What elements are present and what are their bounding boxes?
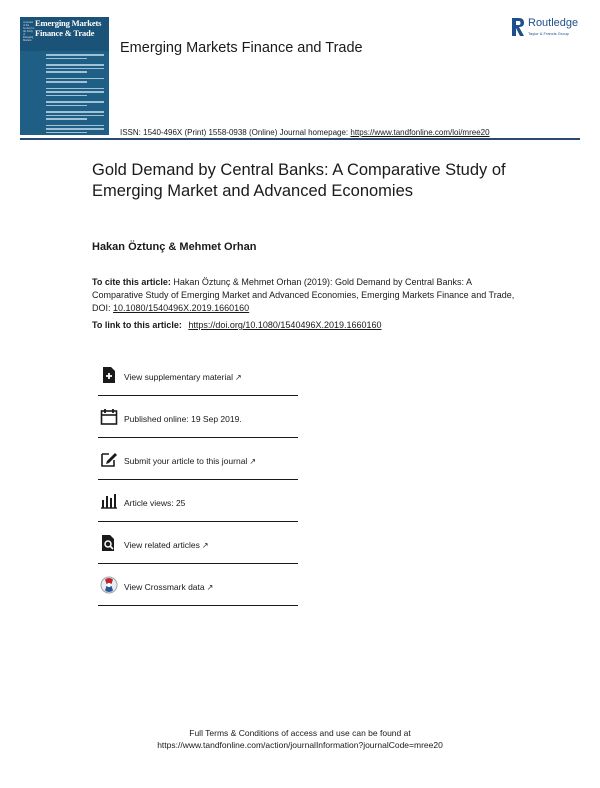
article-doi-link[interactable]: https://doi.org/10.1080/1540496X.2019.1660160 [188, 320, 382, 330]
article-authors: Hakan Öztunç & Mehmet Orhan [92, 241, 257, 253]
footer [0, 727, 600, 751]
cover-small-text: A Journal of the Society for the Study of Emerging Markets [23, 21, 35, 42]
journal-name: Emerging Markets Finance and Trade [120, 40, 363, 56]
citation-text: Hakan Öztunç & Mehmet Orhan (2019): Gold Demand by Central Banks: A Comparative Study of Emerging Market and Advanced Economies, Emerging Markets Finance and Trade, DOI: [92, 277, 515, 313]
cover-header [20, 17, 109, 51]
edit-icon [100, 450, 118, 468]
citation-doi-link[interactable]: 10.1080/1540496X.2019.1660160 [113, 302, 250, 313]
article-actions [98, 362, 298, 606]
action-label: Submit your article to this journal [124, 456, 248, 466]
citation-block [92, 276, 522, 314]
action-supplementary[interactable] [98, 362, 298, 396]
external-link-icon: ↗ [234, 373, 242, 382]
publisher-name: Routledge [528, 17, 579, 29]
issn-text: ISSN: 1540-496X (Print) 1558-0938 (Online) Journal homepage: [120, 128, 349, 137]
crossmark-icon [100, 576, 118, 594]
action-label: View related articles [124, 540, 200, 550]
publisher-tagline: Taylor & Francis Group [528, 31, 569, 36]
action-label: Published online: 19 Sep 2019. [124, 414, 242, 424]
calendar-icon [100, 408, 118, 426]
issn-line [120, 128, 490, 137]
footer-terms-link[interactable]: https://www.tandfonline.com/action/journalInformation?journalCode=mree20 [157, 740, 443, 750]
citation-label: To cite this article: [92, 277, 171, 287]
external-link-icon: ↗ [249, 457, 257, 466]
action-related-articles[interactable] [98, 530, 298, 564]
external-link-icon: ↗ [206, 583, 214, 592]
journal-homepage-link[interactable]: https://www.tandfonline.com/loi/mree20 [350, 128, 490, 137]
article-link-label: To link to this article: [92, 320, 182, 330]
action-submit-article[interactable] [98, 446, 298, 480]
action-label: View supplementary material [124, 372, 233, 382]
bar-chart-icon [100, 492, 118, 510]
footer-terms-text: Full Terms & Conditions of access and use can be found at [189, 728, 411, 738]
routledge-logo-icon [510, 16, 526, 38]
publisher-logo [510, 16, 590, 40]
action-label: Article views: 25 [124, 498, 186, 508]
cover-contents [46, 54, 104, 135]
header-divider [20, 138, 580, 140]
action-label: View Crossmark data [124, 582, 205, 592]
article-link-line [92, 320, 382, 330]
article-title: Gold Demand by Central Banks: A Comparative Study of Emerging Market and Advanced Economies [92, 161, 506, 200]
external-link-icon: ↗ [201, 541, 209, 550]
action-published-online [98, 404, 298, 438]
cover-title: Emerging Markets Finance & Trade [35, 18, 102, 38]
action-article-views [98, 488, 298, 522]
plus-document-icon [100, 366, 118, 384]
action-crossmark[interactable] [98, 572, 298, 606]
search-document-icon [100, 534, 118, 552]
journal-cover [20, 17, 109, 135]
